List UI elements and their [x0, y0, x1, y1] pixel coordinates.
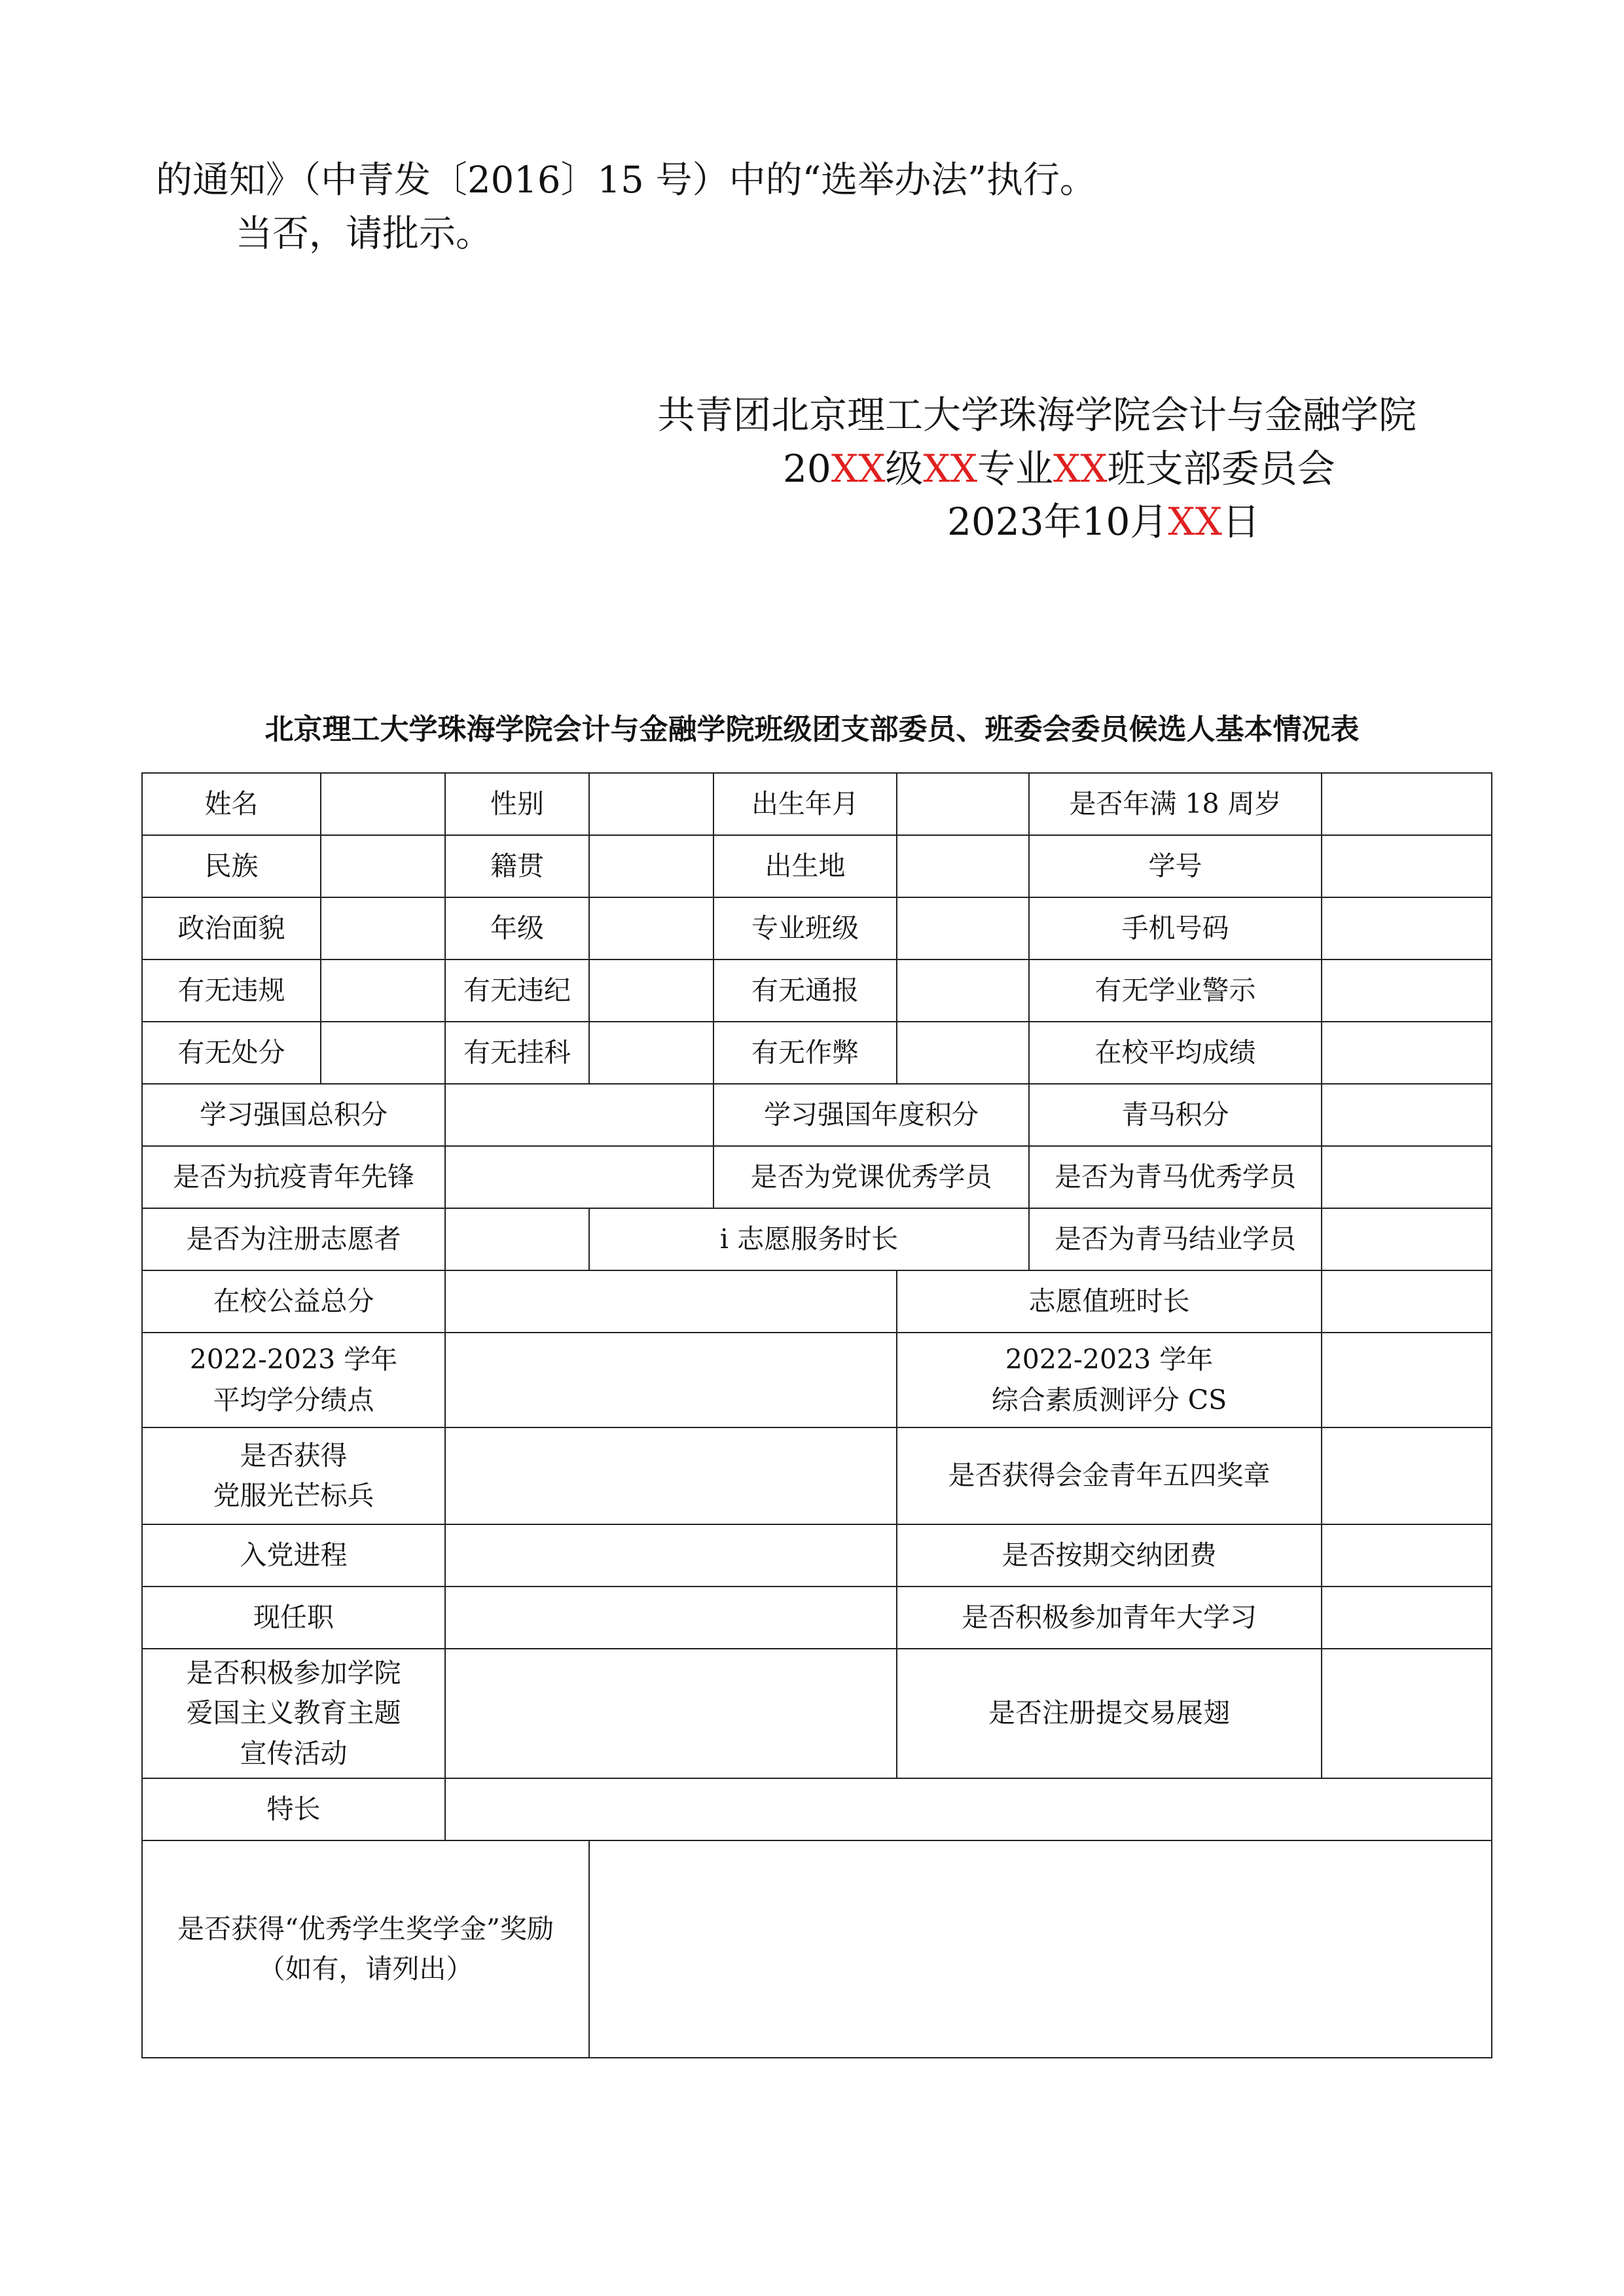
- value-punishment[interactable]: [321, 1022, 445, 1084]
- label-patriotic-line-3: 宣传活动: [240, 1737, 348, 1769]
- label-gpa-line-1: 2022-2023 学年: [189, 1344, 398, 1375]
- value-registered-volunteer[interactable]: [445, 1208, 589, 1270]
- value-cheating[interactable]: [897, 1022, 1029, 1084]
- table-row: [142, 1084, 1492, 1146]
- label-over-18: 是否年满 18 周岁: [1029, 773, 1322, 835]
- label-party-model: [142, 1427, 445, 1524]
- class-text-4: 班支部委员会: [1107, 446, 1335, 491]
- value-qingma-points[interactable]: [1322, 1084, 1492, 1146]
- label-party-progress: 入党进程: [142, 1524, 445, 1587]
- label-league-fee: 是否按期交纳团费: [897, 1524, 1322, 1587]
- value-failed-course[interactable]: [589, 1022, 713, 1084]
- value-league-fee[interactable]: [1322, 1524, 1492, 1587]
- label-birth-date: 出生年月: [713, 773, 897, 835]
- value-native-place[interactable]: [589, 835, 713, 897]
- value-qingma-excellent[interactable]: [1322, 1146, 1492, 1208]
- label-specialty: 特长: [142, 1778, 445, 1840]
- value-student-id[interactable]: [1322, 835, 1492, 897]
- label-current-position: 现任职: [142, 1587, 445, 1649]
- signature-class: [783, 446, 1335, 491]
- label-charity-score: 在校公益总分: [142, 1270, 445, 1333]
- date-text-2: 日: [1222, 499, 1261, 544]
- label-notice: 有无通报: [713, 960, 897, 1022]
- value-charity-score[interactable]: [445, 1270, 897, 1333]
- value-grade[interactable]: [589, 897, 713, 960]
- value-antiepidemic-pioneer[interactable]: [445, 1146, 713, 1208]
- label-volunteer-hours: i 志愿服务时长: [589, 1208, 1029, 1270]
- label-gpa: [142, 1333, 445, 1427]
- label-party-course-excellent: 是否为党课优秀学员: [713, 1146, 1029, 1208]
- label-punishment: 有无处分: [142, 1022, 321, 1084]
- value-over-18[interactable]: [1322, 773, 1492, 835]
- label-xuexi-total: 学习强国总积分: [142, 1084, 445, 1146]
- table-row: [142, 1022, 1492, 1084]
- label-political-status: 政治面貌: [142, 897, 321, 960]
- label-scholarship-line-1: 是否获得“优秀学生奖学金”奖励: [177, 1912, 554, 1945]
- label-patriotic-line-1: 是否积极参加学院: [186, 1657, 401, 1689]
- letter-line-1: 的通知》（中青发〔2016〕15 号）中的“选举办法”执行。: [156, 159, 1096, 202]
- value-ethnicity[interactable]: [321, 835, 445, 897]
- value-scholarship[interactable]: [589, 1840, 1492, 2058]
- value-birthplace[interactable]: [897, 835, 1029, 897]
- candidate-info-table: [141, 772, 1492, 2058]
- label-party-model-line-1: 是否获得: [240, 1439, 348, 1471]
- value-current-position[interactable]: [445, 1587, 897, 1649]
- label-grade: 年级: [445, 897, 589, 960]
- value-political-status[interactable]: [321, 897, 445, 960]
- value-may-fourth-medal[interactable]: [1322, 1427, 1492, 1524]
- value-violation[interactable]: [321, 960, 445, 1022]
- table-row: [142, 1840, 1492, 2058]
- label-native-place: 籍贯: [445, 835, 589, 897]
- form-title: 北京理工大学珠海学院会计与金融学院班级团支部委员、班委会委员候选人基本情况表: [264, 713, 1360, 746]
- label-cs-line-2: 综合素质测评分 CS: [991, 1384, 1227, 1416]
- label-may-fourth-medal: 是否获得会金青年五四奖章: [897, 1427, 1322, 1524]
- label-patriotic-line-2: 爱国主义教育主题: [186, 1697, 401, 1729]
- label-antiepidemic-pioneer: 是否为抗疫青年先锋: [142, 1146, 445, 1208]
- label-cs-line-1: 2022-2023 学年: [1005, 1344, 1214, 1375]
- table-row: [142, 960, 1492, 1022]
- label-scholarship: [142, 1840, 589, 2058]
- class-text-2: 级: [885, 446, 924, 491]
- label-duty-hours: 志愿值班时长: [897, 1270, 1322, 1333]
- table-row: [142, 835, 1492, 897]
- table-row: [142, 1146, 1492, 1208]
- label-gpa-line-2: 平均学分绩点: [213, 1384, 374, 1416]
- table-row: [142, 1208, 1492, 1270]
- value-gender[interactable]: [589, 773, 713, 835]
- value-duty-hours[interactable]: [1322, 1270, 1492, 1333]
- class-placeholder-3: XX: [1053, 446, 1108, 491]
- value-specialty[interactable]: [445, 1778, 1492, 1840]
- label-cs-score: [897, 1333, 1322, 1427]
- value-notice[interactable]: [897, 960, 1029, 1022]
- table-row: [142, 1524, 1492, 1587]
- class-text-3: 专业: [977, 446, 1054, 491]
- table-row: [142, 773, 1492, 835]
- value-qingma-graduate[interactable]: [1322, 1208, 1492, 1270]
- value-birth-date[interactable]: [897, 773, 1029, 835]
- class-placeholder-1: XX: [831, 446, 886, 491]
- value-patriotic-activity[interactable]: [445, 1649, 897, 1778]
- label-name: 姓名: [142, 773, 321, 835]
- value-cs-score[interactable]: [1322, 1333, 1492, 1427]
- table-row: [142, 1270, 1492, 1333]
- label-violation: 有无违规: [142, 960, 321, 1022]
- value-party-model[interactable]: [445, 1427, 897, 1524]
- value-xuexi-total[interactable]: [445, 1084, 713, 1146]
- value-gpa[interactable]: [445, 1333, 897, 1427]
- value-name[interactable]: [321, 773, 445, 835]
- label-xuexi-annual: 学习强国年度积分: [713, 1084, 1029, 1146]
- label-birthplace: 出生地: [713, 835, 897, 897]
- label-scholarship-line-2: （如有，请列出）: [258, 1953, 473, 1984]
- value-academic-warning[interactable]: [1322, 960, 1492, 1022]
- label-gender: 性别: [445, 773, 589, 835]
- label-youth-study: 是否积极参加青年大学习: [897, 1587, 1322, 1649]
- table-row: [142, 1649, 1492, 1778]
- value-discipline[interactable]: [589, 960, 713, 1022]
- label-average-score: 在校平均成绩: [1029, 1022, 1322, 1084]
- letter-line-2: 当否，请批示。: [236, 213, 492, 255]
- class-text-1: 20: [783, 446, 831, 491]
- label-phone: 手机号码: [1029, 897, 1322, 960]
- label-patriotic-activity: [142, 1649, 445, 1778]
- table-row: [142, 1587, 1492, 1649]
- date-text-1: 2023年10月: [947, 499, 1168, 544]
- signature-org: 共青团北京理工大学珠海学院会计与金融学院: [657, 393, 1417, 437]
- label-major-class: 专业班级: [713, 897, 897, 960]
- value-phone[interactable]: [1322, 897, 1492, 960]
- label-academic-warning: 有无学业警示: [1029, 960, 1322, 1022]
- table-row: [142, 897, 1492, 960]
- label-discipline: 有无违纪: [445, 960, 589, 1022]
- date-placeholder: XX: [1168, 499, 1223, 544]
- label-easy-wings: 是否注册提交易展翅: [897, 1649, 1322, 1778]
- value-party-progress[interactable]: [445, 1524, 897, 1587]
- signature-date: [947, 499, 1261, 544]
- label-ethnicity: 民族: [142, 835, 321, 897]
- label-registered-volunteer: 是否为注册志愿者: [142, 1208, 445, 1270]
- label-qingma-points: 青马积分: [1029, 1084, 1322, 1146]
- class-placeholder-2: XX: [923, 446, 978, 491]
- label-cheating: 有无作弊: [713, 1022, 897, 1084]
- label-qingma-excellent: 是否为青马优秀学员: [1029, 1146, 1322, 1208]
- label-party-model-line-2: 党服光芒标兵: [213, 1480, 374, 1511]
- table-row: [142, 1333, 1492, 1427]
- value-easy-wings[interactable]: [1322, 1649, 1492, 1778]
- value-youth-study[interactable]: [1322, 1587, 1492, 1649]
- value-average-score[interactable]: [1322, 1022, 1492, 1084]
- label-failed-course: 有无挂科: [445, 1022, 589, 1084]
- table-row: [142, 1778, 1492, 1840]
- label-qingma-graduate: 是否为青马结业学员: [1029, 1208, 1322, 1270]
- label-student-id: 学号: [1029, 835, 1322, 897]
- table-row: [142, 1427, 1492, 1524]
- value-major-class[interactable]: [897, 897, 1029, 960]
